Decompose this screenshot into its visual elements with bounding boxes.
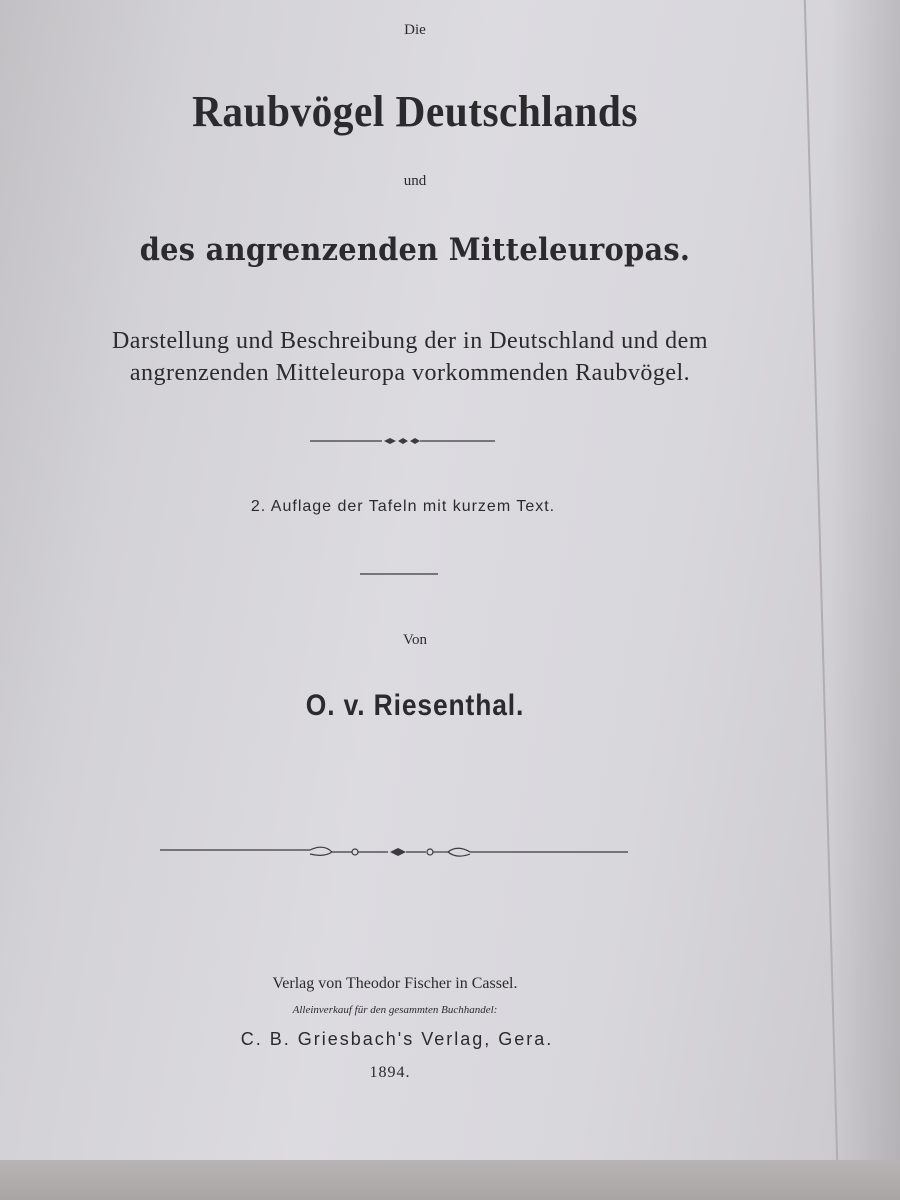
edition-note: 2. Auflage der Tafeln mit kurzem Text. xyxy=(250,498,556,515)
ornamental-divider-1 xyxy=(310,434,500,448)
distributor-line: C. B. Griesbach's Verlag, Gera. xyxy=(240,1029,554,1049)
conjunction: und xyxy=(403,173,427,189)
distribution-note: Alleinverkauf für den gesammten Buchhandel: xyxy=(292,1004,498,1016)
subtitle: des angrenzenden Mitteleuropas. xyxy=(139,232,691,268)
title-prefix: Die xyxy=(404,22,426,38)
publication-year: 1894. xyxy=(369,1064,411,1081)
ornamental-divider-2 xyxy=(160,844,630,860)
description-line-1: Darstellung und Beschreibung der in Deutschland und dem xyxy=(111,328,709,354)
author-name: O. v. Riesenthal. xyxy=(305,689,525,722)
publisher-line: Verlag von Theodor Fischer in Cassel. xyxy=(272,975,518,992)
description-line-2: angrenzenden Mitteleuropa vorkommenden Raubvögel. xyxy=(129,360,691,386)
short-divider xyxy=(360,571,440,577)
by-label: Von xyxy=(403,632,427,648)
main-title: Raubvögel Deutschlands xyxy=(192,87,638,136)
